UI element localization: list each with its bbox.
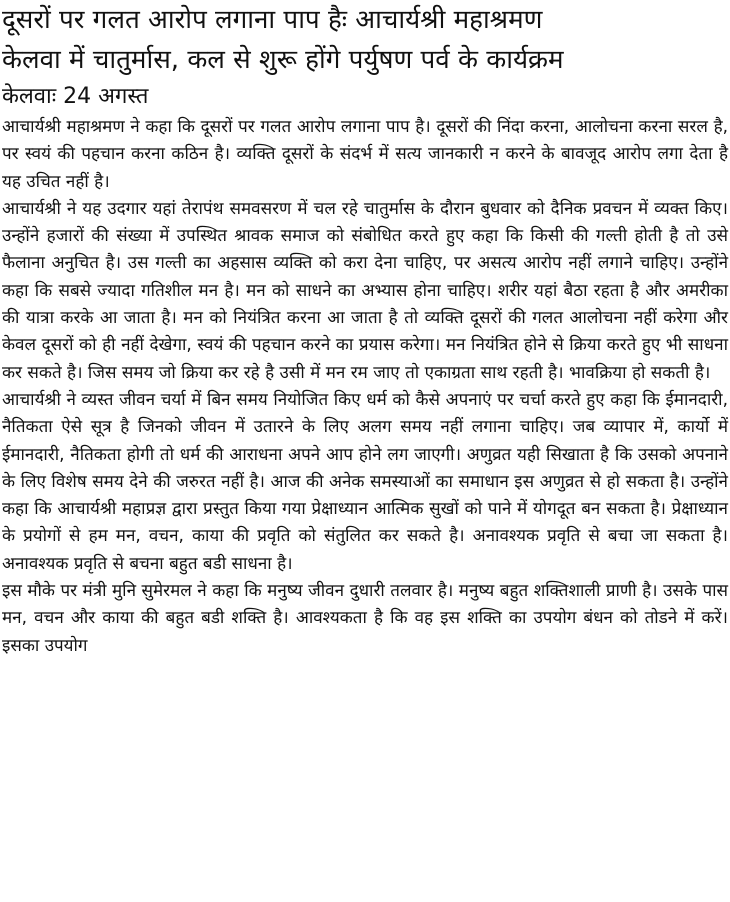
headline-line-2: केलवा में चातुर्मास, कल से शुरू होंगे पर्युषण पर्व के कार्यक्रम bbox=[2, 45, 564, 75]
headline-line-1: दूसरों पर गलत आरोप लगाना पाप हैः आचार्यश्री महाश्रमण bbox=[2, 5, 543, 35]
paragraph-4: इस मौके पर मंत्री मुनि सुमेरमल ने कहा कि मनुष्य जीवन दुधारी तलवार है। मनुष्य बहुत शक्तिशाली प्राणी है। उसके पास मन, वचन और काया की बहुत बडी शक्ति है। आवश्यकता है कि वह इस शक्ति का उपयोग बंधन को तोडने में करें। इसका उपयोग bbox=[2, 581, 728, 656]
paragraph-3: आचार्यश्री ने व्यस्त जीवन चर्या में बिन समय नियोजित किए धर्म को कैसे अपनाएं पर चर्चा करते हुए कहा कि ईमानदारी, नैतिकता ऐसे सूत्र है जिनको जीवन में उतारने के लिए अलग समय नहीं लगाना चाहिए। जब व्यापार में, कार्यो में ईमानदारी, नैतिकता होगी तो धर्म की आराधना अपने आप होने लग जाएगी। अणुव्रत यही सिखाता है कि उसको अपनाने के लिए विशेष समय देने की जरुरत नहीं है। आज की अनेक समस्याओं का समाधान इस अणुव्रत से हो सकता है। उन्होंने कहा कि आचार्यश्री महाप्रज्ञ द्वारा प्रस्तुत किया गया प्रेक्षाध्यान आत्मिक सुखों को पाने में योगदूत बन सकता है। प्रेक्षाध्यान के प्रयोगों से हम मन, वचन, काया की प्रवृति को संतुलित कर सकते है। अनावश्यक प्रवृति से बचा जा सकता है। अनावश्यक प्रवृति से बचना बहुत बडी साधना है। bbox=[2, 389, 728, 574]
dateline: केलवाः 24 अगस्त bbox=[2, 84, 149, 109]
paragraph-1: आचार्यश्री महाश्रमण ने कहा कि दूसरों पर गलत आरोप लगाना पाप है। दूसरों की निंदा करना, आलोचना करना सरल है, पर स्वयं की पहचान करना कठिन है। व्यक्ति दूसरों के संदर्भ में सत्य जानकारी न करने के बावजूद आरोप लगा देता है यह उचित नहीं है। bbox=[2, 117, 728, 192]
paragraph-2: आचार्यश्री ने यह उदगार यहां तेरापंथ समवसरण में चल रहे चातुर्मास के दौरान बुधवार को दैनिक प्रवचन में व्यक्त किए। उन्होंने हजारों की संख्या में उपस्थित श्रावक समाज को संबोधित करते हुए कहा कि किसी की गल्ती होती है तो उसे फैलाना अनुचित है। उस गल्ती का अहसास व्यक्ति को करा देना चाहिए, पर असत्य आरोप नहीं लगाने चाहिए। उन्होंने कहा कि सबसे ज्यादा गतिशील मन है। मन को साधने का अभ्यास होना चाहिए। शरीर यहां बैठा रहता है और अमरीका की यात्रा करके आ जाता है। मन को नियंत्रित करना आ जाता है तो व्यक्ति दूसरों की गलत आलोचना नहीं करेगा और केवल दूसरों को ही नहीं देखेगा, स्वयं की पहचान करने का प्रयास करेगा। मन नियंत्रित होने से क्रिया करते हुए भी साधना कर सकते है। जिस समय जो क्रिया कर रहे है उसी में मन रम जाए तो एकाग्रता साथ रहती है। भावक्रिया हो सकती है। bbox=[2, 198, 728, 383]
news-article bbox=[2, 0, 728, 660]
